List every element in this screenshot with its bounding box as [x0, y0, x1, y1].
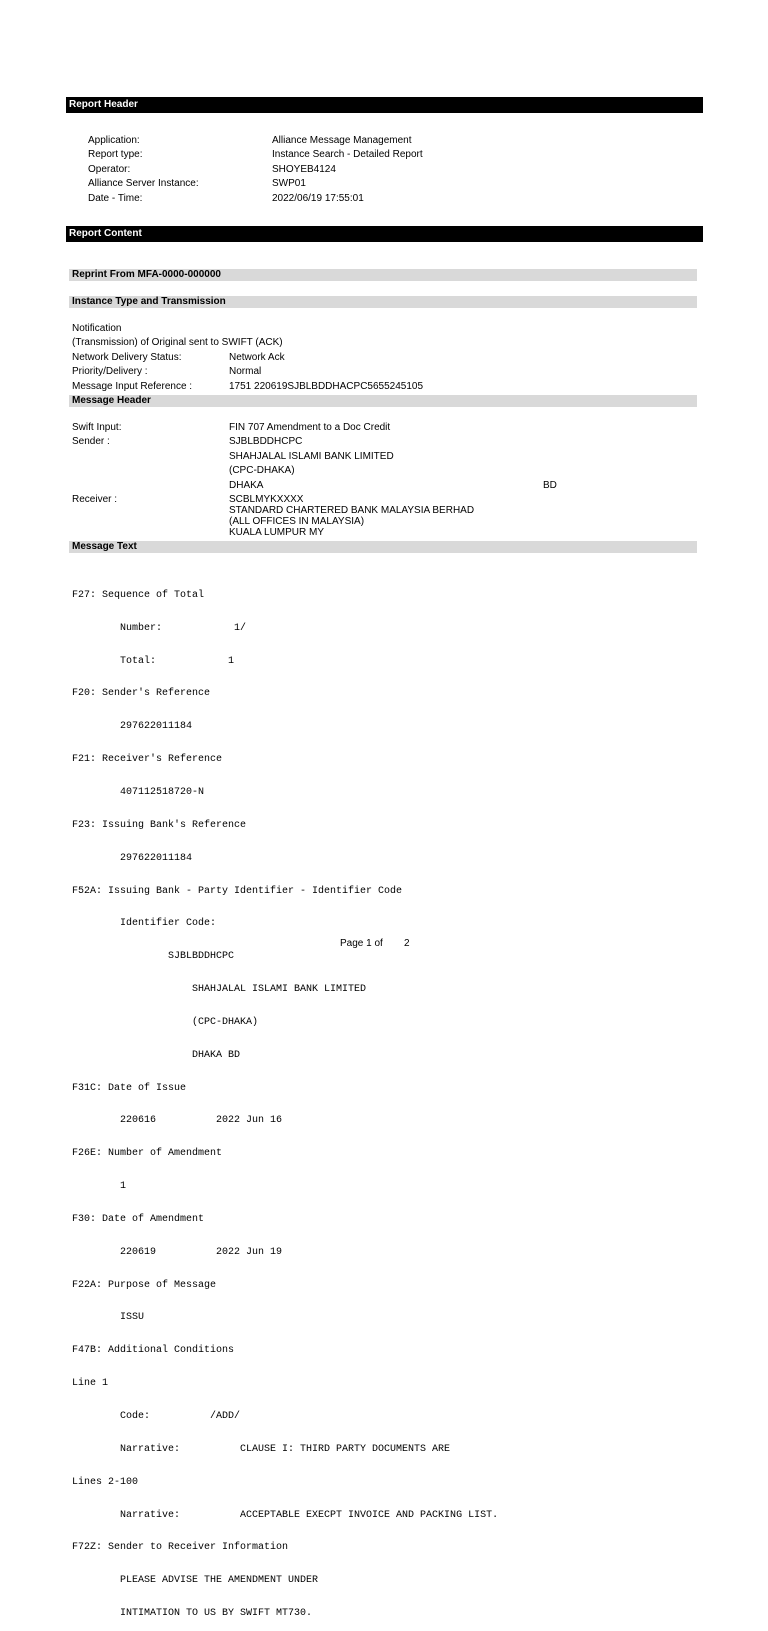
report-header-title: Report Header	[69, 99, 138, 110]
swift-input-label: Swift Input:	[72, 422, 122, 433]
message-text-line: F47B: Additional Conditions	[72, 1345, 235, 1357]
message-text-line: 220619 2022 Jun 19	[72, 1246, 283, 1258]
message-text-line: INTIMATION TO US BY SWIFT MT730.	[72, 1608, 313, 1620]
delivery-status-label: Network Delivery Status:	[72, 352, 182, 363]
message-text-line: 407112518720-N	[72, 786, 205, 798]
sender-country: BD	[543, 480, 557, 491]
receiver-branch: (ALL OFFICES IN MALAYSIA)	[229, 516, 365, 527]
instance-section-bar	[69, 296, 697, 308]
sender-label: Sender :	[72, 436, 110, 447]
message-text-line: F22A: Purpose of Message	[72, 1279, 217, 1291]
priority-label: Priority/Delivery :	[72, 366, 148, 377]
message-text-line: F26E: Number of Amendment	[72, 1148, 223, 1160]
message-text-line: 1	[72, 1181, 127, 1193]
reprint-bar	[69, 269, 697, 281]
message-text-line: DHAKA BD	[72, 1049, 241, 1061]
message-text-line: Lines 2-100	[72, 1476, 139, 1488]
receiver-city: KUALA LUMPUR MY	[229, 527, 325, 538]
delivery-status-value: Network Ack	[229, 352, 285, 363]
message-text-line: 297622011184	[72, 852, 193, 864]
message-text-line: Narrative: CLAUSE I: THIRD PARTY DOCUMENTS ARE	[72, 1443, 451, 1455]
report-content-title: Report Content	[69, 228, 142, 239]
message-text-body	[72, 569, 498, 1631]
message-text-line: ISSU	[72, 1312, 145, 1324]
page-total: 2	[404, 938, 410, 949]
message-text-line: PLEASE ADVISE THE AMENDMENT UNDER	[72, 1575, 319, 1587]
priority-value: Normal	[229, 366, 262, 377]
message-text-line: F72Z: Sender to Receiver Information	[72, 1542, 289, 1554]
message-text-title: Message Text	[72, 541, 137, 552]
input-reference-label: Message Input Reference :	[72, 381, 193, 392]
message-text-line: F52A: Issuing Bank - Party Identifier - Identifier Code	[72, 885, 403, 897]
message-text-line: Line 1	[72, 1378, 109, 1390]
date-time-value: 2022/06/19 17:55:01	[272, 193, 364, 204]
message-text-line: F20: Sender's Reference	[72, 688, 211, 700]
instance-section-title: Instance Type and Transmission	[72, 296, 226, 307]
application-label: Application:	[88, 135, 140, 146]
message-text-bar	[69, 541, 697, 553]
sender-name: SHAHJALAL ISLAMI BANK LIMITED	[229, 451, 394, 462]
message-text-line: Identifier Code:	[72, 918, 217, 930]
message-text-line: F21: Receiver's Reference	[72, 754, 223, 766]
message-text-line: Number: 1/	[72, 622, 247, 634]
operator-label: Operator:	[88, 164, 131, 175]
message-text-line: 297622011184	[72, 721, 193, 733]
receiver-bic: SCBLMYKXXXX	[229, 494, 304, 505]
report-content-bar	[66, 226, 703, 242]
message-text-line: F27: Sequence of Total	[72, 589, 205, 601]
sender-branch: (CPC-DHAKA)	[229, 465, 295, 476]
application-value: Alliance Message Management	[272, 135, 412, 146]
message-header-title: Message Header	[72, 395, 151, 406]
message-text-line: F30: Date of Amendment	[72, 1213, 205, 1225]
report-type-label: Report type:	[88, 149, 143, 160]
sender-city: DHAKA	[229, 480, 264, 491]
receiver-name: STANDARD CHARTERED BANK MALAYSIA BERHAD	[229, 505, 475, 516]
server-instance-label: Alliance Server Instance:	[88, 178, 199, 189]
input-reference-value: 1751 220619SJBLBDDHACPC5655245105	[229, 381, 424, 392]
reprint-title: Reprint From MFA-0000-000000	[72, 269, 221, 280]
server-instance-value: SWP01	[272, 178, 306, 189]
message-text-line: Code: /ADD/	[72, 1411, 241, 1422]
message-text-line: Narrative: ACCEPTABLE EXECPT INVOICE AND PACKING LIST.	[72, 1509, 499, 1521]
report-header-bar	[66, 97, 703, 113]
transmission-text: (Transmission) of Original sent to SWIFT (ACK)	[72, 337, 283, 348]
message-text-line: SHAHJALAL ISLAMI BANK LIMITED	[72, 984, 367, 996]
operator-value: SHOYEB4124	[272, 164, 336, 175]
message-header-bar	[69, 395, 697, 407]
page-label: Page 1 of	[340, 938, 383, 949]
notification-text: Notification	[72, 323, 122, 334]
message-text-line: (CPC-DHAKA)	[72, 1016, 259, 1028]
message-text-line: Total: 1	[72, 655, 235, 667]
message-text-line: F31C: Date of Issue	[72, 1082, 187, 1094]
date-time-label: Date - Time:	[88, 193, 143, 204]
report-type-value: Instance Search - Detailed Report	[272, 149, 423, 160]
message-text-line: SJBLBDDHCPC	[72, 951, 235, 963]
message-text-line: F23: Issuing Bank's Reference	[72, 819, 247, 831]
swift-input-value: FIN 707 Amendment to a Doc Credit	[229, 422, 391, 433]
sender-bic: SJBLBDDHCPC	[229, 436, 303, 447]
receiver-label: Receiver :	[72, 494, 118, 505]
message-text-line: 220616 2022 Jun 16	[72, 1115, 283, 1127]
